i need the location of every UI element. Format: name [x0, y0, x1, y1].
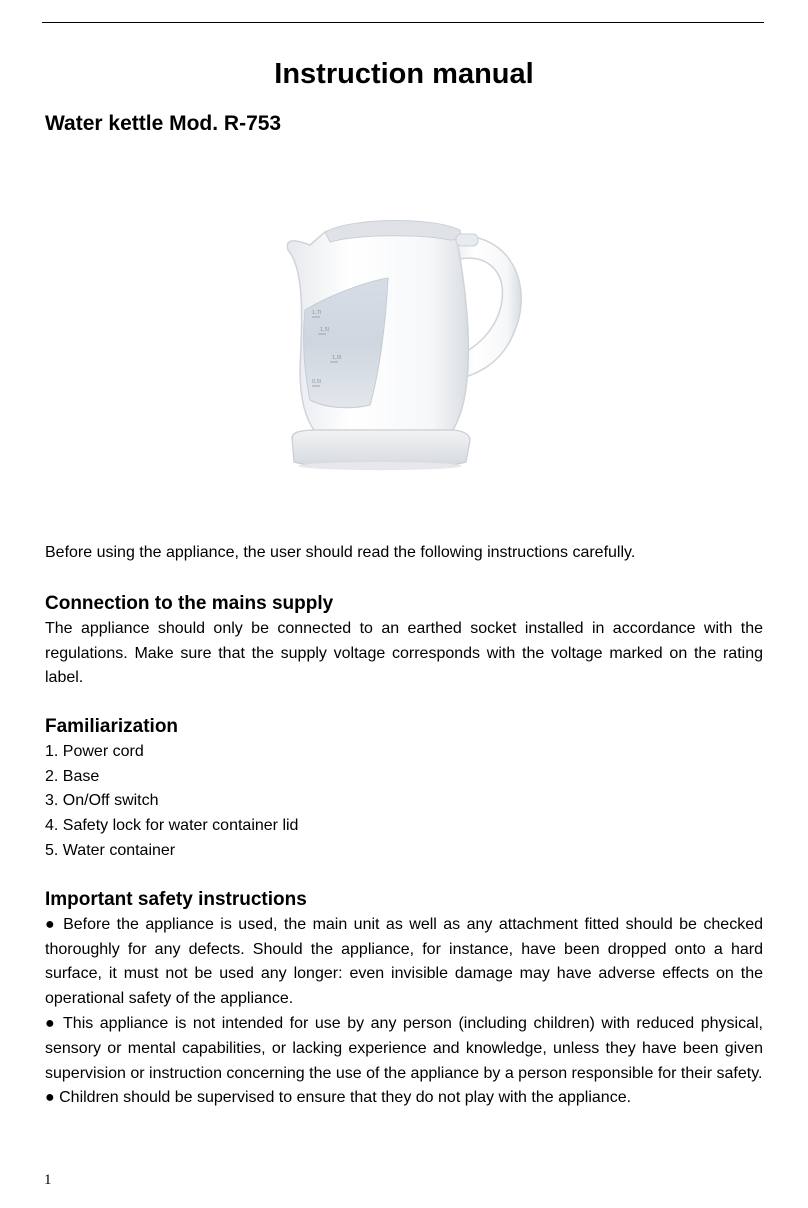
familiarization-heading: Familiarization [45, 716, 179, 737]
kettle-shadow [298, 462, 462, 470]
parts-list [45, 740, 763, 864]
intro-text: Before using the appliance, the user should read the following instructions carefully. [45, 544, 636, 561]
list-item: 1. Power cord [45, 742, 144, 760]
scale-mark: 0,5l [312, 379, 322, 385]
page-number: 1 [44, 1172, 52, 1188]
power-switch-icon [456, 234, 478, 246]
safety-section [45, 888, 763, 1111]
safety-item: ● This appliance is not intended for use by any person (including children) with reduced physical, sensory or mental capabilities, or lacking experience and knowledge, unless they have been given supervision or instruction concerning the use of the appliance by a person responsible for their safety. [45, 1014, 763, 1082]
list-item: 3. On/Off switch [45, 792, 159, 810]
list-item: 5. Water container [45, 841, 176, 859]
connection-section [45, 592, 763, 691]
safety-heading: Important safety instructions [45, 889, 307, 910]
familiarization-section [45, 715, 763, 864]
kettle-illustration [270, 200, 550, 500]
scale-mark: 1,5l [320, 327, 330, 333]
connection-heading: Connection to the mains supply [45, 593, 334, 614]
connection-body: The appliance should only be connected to an earthed socket installed in accordance with the regulations. Make sure that the supply voltage corresponds with the voltage marked on the rating label. [45, 619, 763, 687]
page-title: Instruction manual [274, 58, 534, 90]
product-subtitle: Water kettle Mod. R-753 [45, 112, 282, 135]
safety-item: ● Children should be supervised to ensure that they do not play with the appliance. [45, 1089, 632, 1107]
kettle-icon [270, 200, 550, 500]
safety-item: ● Before the appliance is used, the main unit as well as any attachment fitted should be checked thoroughly for any defects. Should the appliance, for instance, have been dropped onto a hard surface, it must not be used any longer: even invisible damage may have adverse effects on the operational safety of the appliance. [45, 915, 763, 1008]
scale-mark: 1,0l [332, 355, 342, 361]
header-rule [42, 22, 764, 23]
list-item: 2. Base [45, 767, 100, 785]
list-item: 4. Safety lock for water container lid [45, 817, 299, 835]
scale-mark: 1,7l [312, 310, 322, 316]
